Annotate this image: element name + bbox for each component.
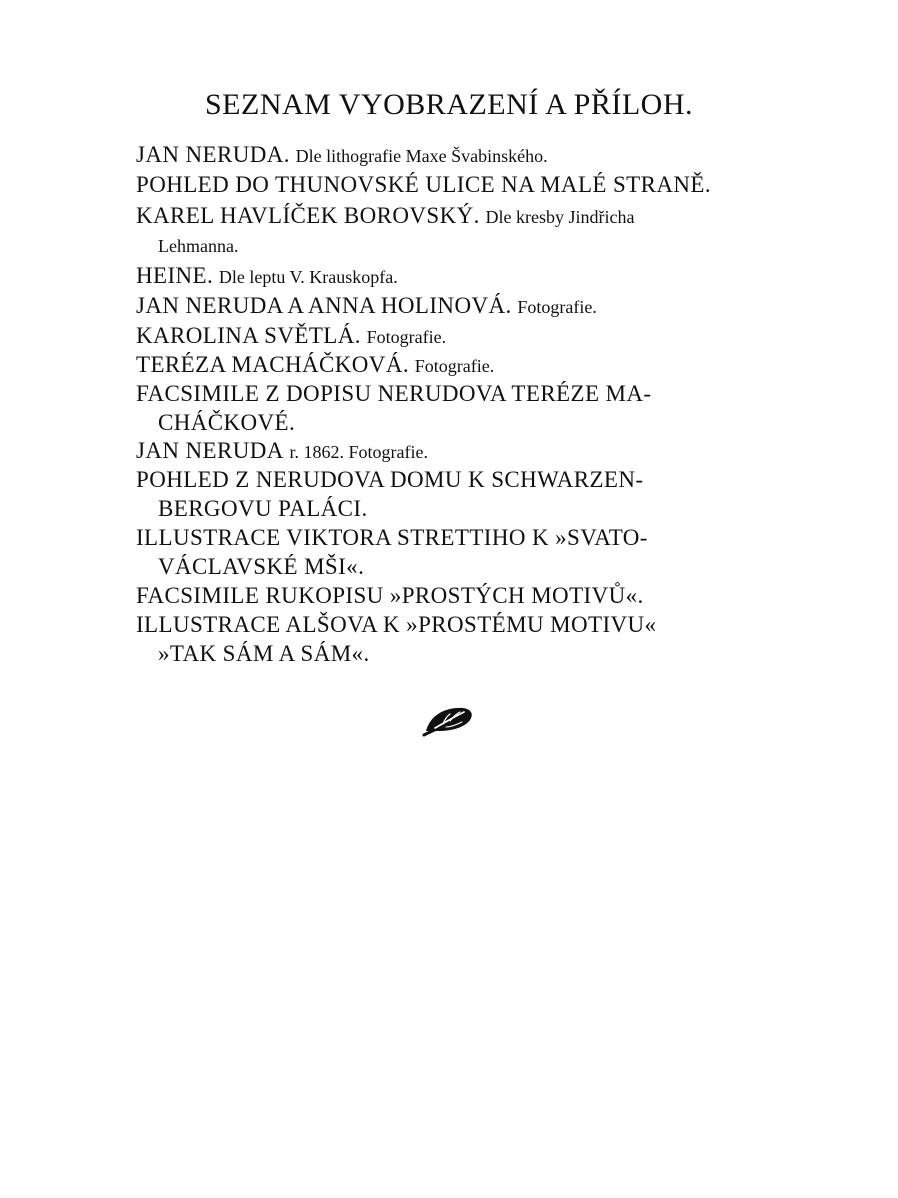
- entry-continuation: VÁCLAVSKÉ MŠI«.: [158, 554, 365, 579]
- entry-caps: JAN NERUDA: [136, 438, 284, 463]
- entry-caps: TERÉZA MACHÁČKOVÁ.: [136, 352, 409, 377]
- entry-caps: JAN NERUDA A ANNA HOLINOVÁ.: [136, 293, 512, 318]
- entry-caps: KAREL HAVLÍČEK BOROVSKÝ.: [136, 203, 480, 228]
- list-item-5: [136, 291, 766, 322]
- list-item-10: [136, 465, 766, 523]
- list-item-7: [136, 350, 766, 381]
- entry-caps: POHLED Z NERUDOVA DOMU K SCHWARZEN-: [136, 467, 644, 492]
- list-item-8: [136, 379, 766, 437]
- page-title: SEZNAM VYOBRAZENÍ A PŘÍLOH.: [205, 88, 693, 121]
- entry-note: Fotografie.: [517, 297, 597, 317]
- list-item-3: [136, 201, 766, 261]
- entry-continuation: »TAK SÁM A SÁM«.: [158, 641, 370, 666]
- list-item-13: [136, 610, 766, 668]
- entry-caps: FACSIMILE RUKOPISU »PROSTÝCH MOTIVŮ«.: [136, 583, 644, 608]
- list-item-1: [136, 140, 766, 171]
- list-item-11: [136, 523, 766, 581]
- entry-note: Dle lithografie Maxe Švabinského.: [295, 146, 548, 166]
- list-item-4: [136, 261, 766, 292]
- list-item-12: [136, 581, 766, 610]
- list-item-2: [136, 170, 766, 199]
- entry-note: r. 1862. Fotografie.: [289, 442, 428, 462]
- entry-caps: FACSIMILE Z DOPISU NERUDOVA TERÉZE MA-: [136, 381, 652, 406]
- entry-caps: KAROLINA SVĚTLÁ.: [136, 323, 361, 348]
- entry-note: Dle leptu V. Krauskopfa.: [218, 267, 398, 287]
- entry-note: Fotografie.: [414, 356, 495, 376]
- entry-continuation: CHÁČKOVÉ.: [158, 410, 296, 435]
- entry-caps: POHLED DO THUNOVSKÉ ULICE NA MALÉ STRANĚ.: [136, 172, 711, 197]
- list-item-6: [136, 321, 766, 352]
- entry-note: Dle kresby Jindřicha: [485, 207, 635, 227]
- list-item-9: [136, 436, 766, 467]
- entry-continuation: Lehmanna.: [158, 236, 239, 256]
- entry-caps: JAN NERUDA.: [136, 142, 290, 167]
- leaf-icon: [420, 700, 476, 738]
- entry-note: Fotografie.: [366, 327, 447, 347]
- entry-caps: HEINE.: [136, 263, 214, 288]
- entry-caps: ILLUSTRACE ALŠOVA K »PROSTÉMU MOTIVU«: [136, 612, 657, 637]
- entry-caps: ILLUSTRACE VIKTORA STRETTIHO K »SVATO-: [136, 525, 648, 550]
- entry-continuation: BERGOVU PALÁCI.: [158, 496, 368, 521]
